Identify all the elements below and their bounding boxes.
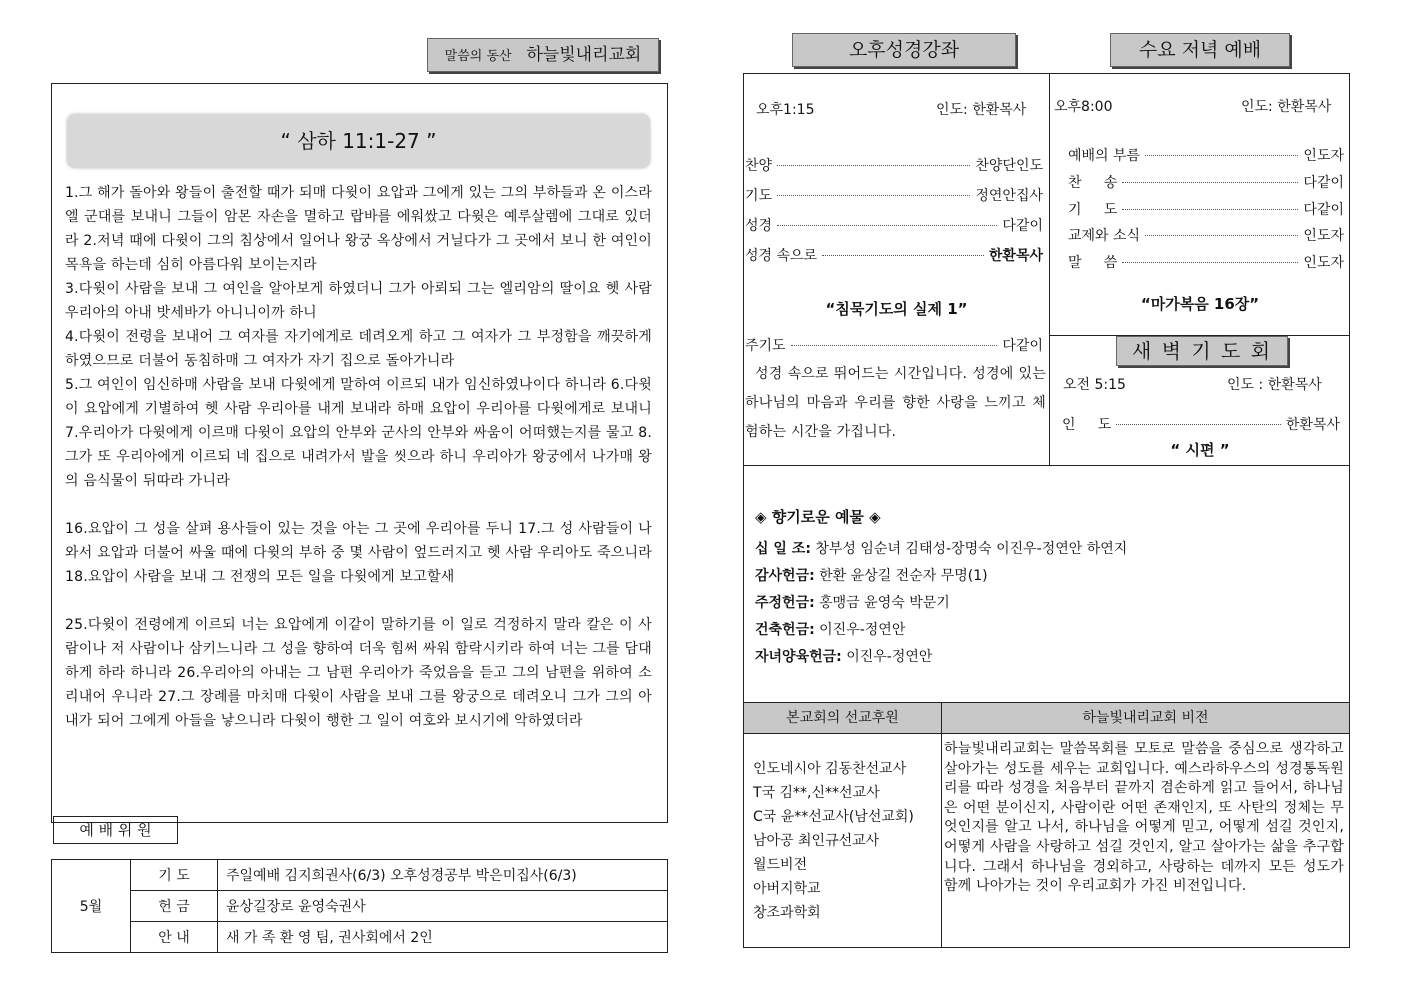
wednesday-leader: 인도: 한환목사: [1241, 99, 1332, 115]
divider: [743, 733, 1350, 734]
item-label: 기도: [745, 188, 773, 204]
offering-row: [755, 536, 1127, 563]
item-value: 정연안집사: [975, 188, 1043, 204]
afternoon-item: [745, 155, 1043, 175]
offering-label: 십 일 조:: [755, 541, 811, 557]
offering-list: [755, 536, 1127, 671]
dawn-leader: 인도 : 한환목사: [1227, 377, 1322, 393]
offering-value: 홍맹금 윤영숙 박문기: [819, 595, 950, 611]
offering-row: [755, 590, 1127, 617]
wednesday-item: [1068, 252, 1344, 272]
scripture-paragraph: 25.다윗이 전령에게 이르되 너는 요압에게 이같이 말하기를 이 일로 걱정하지 말라 칼은 이 사람이나 저 사람이나 삼키느니라 그 성을 향하여 더욱 힘써 싸워 함락시키라 하여 너는 그를 담대하게 하라 하니라 26.우리아의 아내는 그 남편 우리아가 죽었음을 듣고 그의 남편을 위하여 소리내어 우니라 27.그 장례를 마치매 다윗이 사람을 보내 그를 왕궁으로 데려오니 그가 그의 아내가 되어 그에게 아들을 낳으니라 다윗이 행한 그 일이 여호와 보시기에 악하였더라: [65, 617, 652, 729]
offering-row: [755, 563, 1127, 590]
scripture-text: [65, 181, 652, 733]
offering-label: 주정헌금:: [755, 595, 815, 611]
item-label: 말 씀: [1068, 255, 1118, 271]
offering-label: 자녀양육헌금:: [755, 649, 842, 665]
item-value: 다같이: [1303, 175, 1344, 191]
item-label: 성경 속으로: [745, 248, 818, 264]
item-label: 예배의 부름: [1068, 148, 1141, 164]
dawn-time: 오전 5:15: [1063, 377, 1126, 393]
mission-item: T국 김**,신**선교사: [753, 785, 880, 801]
item-value: 다같이: [1002, 218, 1043, 234]
item-value: 다같이: [1002, 338, 1043, 354]
afternoon-theme: “침묵기도의 실제 1”: [825, 300, 968, 318]
dawn-title: 새 벽 기 도 회: [1116, 336, 1288, 366]
scripture-title: “ 삼하 11:1-27 ”: [280, 129, 437, 153]
wednesday-time: 오후8:00: [1054, 99, 1113, 115]
mission-item: 인도네시아 김동찬선교사: [753, 761, 907, 777]
mission-item: 창조과학회: [753, 905, 821, 921]
item-label: 찬 송: [1068, 175, 1118, 191]
scripture-paragraph: 5.그 여인이 임신하매 사람을 보내 다윗에게 말하여 이르되 내가 임신하였나이다 하니라 6.다윗이 요압에게 기별하여 헷 사람 우리아를 내게 보내라 하매 요압이 우리아를 다윗에게로 보내니 7.우리아가 다윗에게 이르매 다윗이 요압의 안부와 군사의 안부와 싸움이 어떠했는지를 물고 8.그가 또 우리아에게 이르되 네 집으로 내려가서 발을 씻으라 하니 우리아가 왕궁에서 나가매 왕의 음식물이 뒤따라 가니라: [65, 377, 652, 489]
afternoon-description: 성경 속으로 뛰어드는 시간입니다. 성경에 있는 하나님의 마음과 우리를 향한 사랑을 느끼고 체험하는 시간을 가집니다.: [745, 366, 1046, 440]
scripture-paragraph: 3.다윗이 사람을 보내 그 여인을 알아보게 하였더니 그가 아뢰되 그는 엘리암의 딸이요 헷 사람 우리아의 아내 밧세바가 아니니이까 하니: [65, 281, 652, 321]
divider: [1049, 73, 1050, 466]
committee-value: 새 가 족 환 영 팀, 권사회에서 2인: [218, 922, 668, 953]
afternoon-title: 오후성경강좌: [792, 33, 1016, 67]
item-value: 인도자: [1303, 255, 1344, 271]
item-label: 기 도: [1068, 202, 1118, 218]
wednesday-item: [1068, 199, 1344, 219]
committee-role: 헌 금: [131, 891, 218, 922]
committee-value: 윤상길장로 윤영숙권사: [218, 891, 668, 922]
afternoon-item: [745, 185, 1043, 205]
item-value: 인도자: [1303, 148, 1344, 164]
mission-item: C국 윤**선교사(남선교회): [753, 809, 914, 825]
item-value: 한환목사: [988, 248, 1043, 264]
offering-label: 감사헌금:: [755, 568, 815, 584]
committee-value: 주일예배 김지희권사(6/3) 오후성경공부 박은미집사(6/3): [218, 860, 668, 891]
church-slogan: 말씀의 동산: [444, 49, 512, 64]
item-label: 교제와 소식: [1068, 228, 1141, 244]
afternoon-closing: [745, 335, 1043, 355]
offering-value: 이진우-정연안: [819, 622, 906, 638]
offering-value: 한환 윤상길 전순자 무명(1): [819, 568, 988, 584]
offering-value: 창부성 임순녀 김태성-장명숙 이진우-정연안 하연지: [815, 541, 1128, 557]
church-banner: [427, 38, 659, 72]
dawn-item: [1062, 414, 1340, 434]
afternoon-item: [745, 245, 1043, 265]
committee-role: 기 도: [131, 860, 218, 891]
committee-label: 예 배 위 원: [53, 816, 178, 844]
item-value: 다같이: [1303, 202, 1344, 218]
vision-text: 하늘빛내리교회는 말씀목회를 모토로 말씀을 중심으로 생각하고 살아가는 성도를 세우는 교회입니다. 예스라하우스의 성경통독원리를 따라 성경을 처음부터 끝까지 겸손하게 읽고 들어서, 하나님은 어떤 분이신지, 사람이란 어떤 존재인지, 또 사탄의 정체는 무엇인지를 알고 나서, 하나님을 어떻게 믿고, 어떻게 섬길 것인지, 어떻게 사람을 사랑하고 섬길 것인지, 알고 살아가는 삶을 추구합니다. 그래서 하나님을 경외하고, 사랑하는 데까지 모든 성도가 함께 나아가는 것이 우리교회가 가진 비전입니다.: [944, 741, 1344, 895]
item-label: 찬양: [745, 158, 773, 174]
item-label: 인 도: [1062, 417, 1112, 433]
offering-title: ◈ 향기로운 예물 ◈: [755, 508, 881, 526]
scripture-paragraph: 1.그 해가 돌아와 왕들이 출전할 때가 되매 다윗이 요압과 그에게 있는 그의 부하들과 온 이스라엘 군대를 보내니 그들이 암몬 자손을 멸하고 랍바를 에워쌌고 다윗은 예루살렘에 그대로 있더라 2.저녁 때에 다윗이 그의 침상에서 일어나 왕궁 옥상에서 거닐다가 그 곳에서 보니 한 여인이 목욕을 하는데 심히 아름다워 보이는지라: [65, 185, 652, 273]
scripture-paragraph: 16.요압이 그 성을 살펴 용사들이 있는 것을 아는 그 곳에 우리아를 두니 17.그 성 사람들이 나와서 요압과 더불어 싸울 때에 다윗의 부하 중 몇 사람이 엎드러지고 헷 사람 우리아도 죽으니라 18.요압이 사람을 보내 그 전쟁의 모든 일을 다윗에게 보고할새: [65, 521, 652, 585]
wednesday-item: [1068, 172, 1344, 192]
wednesday-item: [1068, 145, 1344, 165]
offering-label: 건축헌금:: [755, 622, 815, 638]
item-value: 한환목사: [1285, 417, 1340, 433]
wednesday-theme: “마가복음 16장”: [1140, 295, 1260, 313]
item-value: 인도자: [1303, 228, 1344, 244]
item-label: 성경: [745, 218, 773, 234]
committee-table: [51, 859, 668, 953]
item-label: 주기도: [745, 338, 786, 354]
offering-value: 이진우-정연안: [846, 649, 933, 665]
afternoon-time: 오후1:15: [756, 102, 815, 118]
scripture-title-bar: [67, 114, 650, 168]
scripture-paragraph: 4.다윗이 전령을 보내어 그 여자를 자기에게로 데려오게 하고 그 여자가 그 부정함을 깨끗하게 하였으므로 더불어 동침하매 그 여자가 자기 집으로 돌아가니라: [65, 329, 652, 369]
committee-role: 안 내: [131, 922, 218, 953]
divider: [941, 702, 942, 948]
mission-item: 남아공 최인규선교사: [753, 833, 880, 849]
wednesday-title: 수요 저녁 예배: [1110, 33, 1290, 67]
divider: [743, 465, 1350, 466]
item-value: 찬양단인도: [975, 158, 1043, 174]
dawn-theme: “ 시편 ”: [1170, 441, 1230, 459]
missions-list: [753, 757, 914, 925]
afternoon-leader: 인도: 한환목사: [936, 102, 1027, 118]
mission-item: 월드비전: [753, 857, 808, 873]
offering-row: [755, 617, 1127, 644]
church-name: 하늘빛내리교회: [526, 45, 642, 65]
missions-header: 본교회의 선교후원: [744, 703, 941, 733]
wednesday-item: [1068, 225, 1344, 245]
committee-month: 5월: [52, 860, 131, 953]
vision-header: 하늘빛내리교회 비전: [942, 703, 1349, 733]
offering-row: [755, 644, 1127, 671]
afternoon-item: [745, 215, 1043, 235]
mission-item: 아버지학교: [753, 881, 821, 897]
